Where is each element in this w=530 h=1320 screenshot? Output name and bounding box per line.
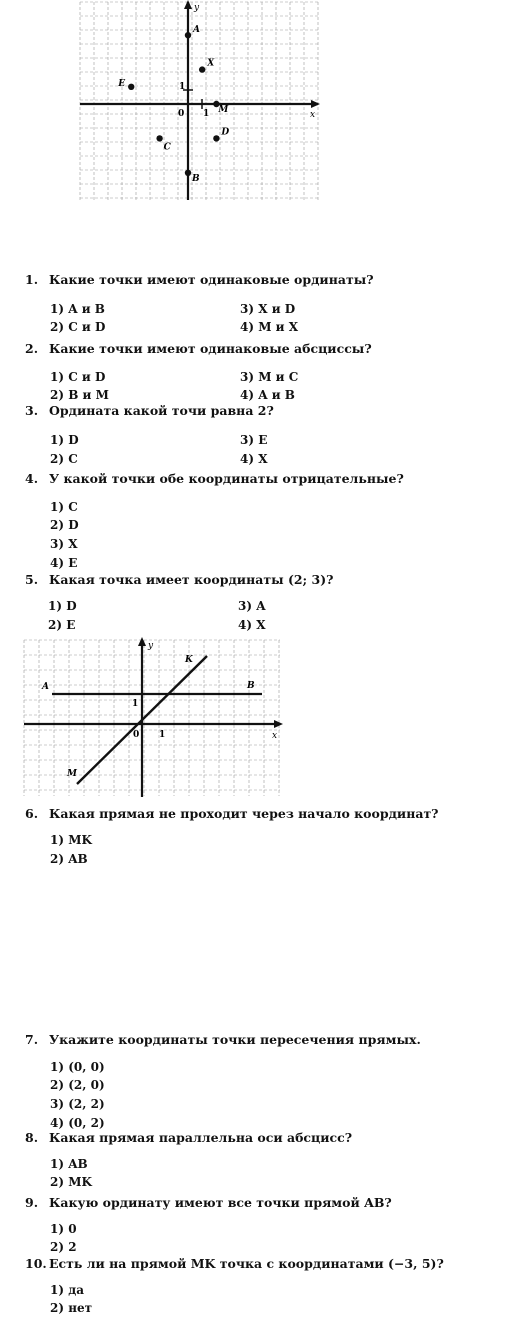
q8-option-1[interactable]: 1) AB (50, 1157, 88, 1171)
question-4: 4. У какой точки обе координаты отрицательные? (25, 471, 404, 486)
q1-option-1[interactable]: 1) A и B (50, 302, 105, 316)
q2-option-4[interactable]: 4) A и B (240, 388, 295, 402)
q3-option-1[interactable]: 1) D (50, 433, 79, 447)
y-axis-arrow (184, 0, 192, 9)
point-c (156, 135, 162, 141)
q8-option-2[interactable]: 2) MK (50, 1175, 92, 1189)
q7-option-4[interactable]: 4) (0, 2) (50, 1116, 105, 1130)
q5-option-1[interactable]: 1) D (48, 599, 77, 613)
q2-option-3[interactable]: 3) M и C (240, 370, 299, 384)
q6-option-1[interactable]: 1) MK (50, 833, 92, 847)
label-b: B (247, 681, 255, 691)
q9-option-2[interactable]: 2) 2 (50, 1240, 77, 1254)
coordinate-plane-points (78, 0, 323, 205)
point-a (185, 32, 191, 38)
q4-option-4[interactable]: 4) E (50, 556, 78, 570)
q9-option-1[interactable]: 1) 0 (50, 1222, 77, 1236)
q7-option-1[interactable]: 1) (0, 0) (50, 1060, 105, 1074)
q1-option-4[interactable]: 4) M и X (240, 320, 299, 334)
label-k: K (185, 655, 193, 665)
label-a: A (42, 682, 49, 692)
point-label-b: B (192, 173, 200, 184)
q4-option-1[interactable]: 1) C (50, 500, 78, 514)
question-6: 6. Какая прямая не проходит через начало координат? (25, 806, 439, 821)
question-10: 10. Есть ли на прямой MK точка с координатами (−3, 5)? (25, 1256, 444, 1271)
q5-option-4[interactable]: 4) X (238, 618, 266, 632)
q2-option-2[interactable]: 2) B и M (50, 388, 109, 402)
origin-label: 0 (133, 730, 140, 740)
x-axis-label: x (310, 110, 316, 120)
q7-option-2[interactable]: 2) (2, 0) (50, 1078, 105, 1092)
point-d (213, 135, 219, 141)
q3-option-2[interactable]: 2) C (50, 452, 78, 466)
unit-label-x: 1 (203, 109, 210, 119)
q1-option-2[interactable]: 2) C и D (50, 320, 106, 334)
point-label-d: D (221, 127, 230, 138)
q4-option-2[interactable]: 2) D (50, 518, 79, 532)
label-m: M (67, 769, 77, 779)
q2-option-1[interactable]: 1) C и D (50, 370, 106, 384)
question-2: 2. Какие точки имеют одинаковые абсциссы? (25, 341, 372, 356)
x-axis-arrow (274, 720, 283, 728)
y-axis-label: y (194, 3, 200, 13)
point-b (185, 170, 191, 176)
origin-label: 0 (178, 109, 185, 119)
question-5: 5. Какая точка имеет координаты (2; 3)? (25, 572, 334, 587)
unit-label-y: 1 (179, 82, 186, 92)
point-label-x: X (207, 58, 215, 69)
question-1: 1. Какие точки имеют одинаковые ординаты? (25, 272, 374, 287)
q10-option-2[interactable]: 2) нет (50, 1301, 93, 1315)
y-axis-label: y (148, 641, 154, 651)
q7-option-3[interactable]: 3) (2, 2) (50, 1097, 105, 1111)
coordinate-plane-lines (22, 634, 287, 799)
unit-label-y: 1 (132, 699, 139, 709)
point-label-c: C (163, 142, 171, 153)
question-8: 8. Какая прямая параллельна оси абсцисс? (25, 1130, 353, 1145)
q5-option-3[interactable]: 3) A (238, 599, 266, 613)
point-e (128, 84, 134, 90)
x-axis-arrow (311, 100, 320, 108)
q4-option-3[interactable]: 3) X (50, 537, 78, 551)
point-label-a: A (193, 25, 200, 36)
point-label-e: E (118, 78, 126, 89)
point-label-m: M (218, 105, 229, 115)
y-axis-arrow (138, 637, 146, 646)
q10-option-1[interactable]: 1) да (50, 1283, 84, 1297)
q3-option-4[interactable]: 4) X (240, 452, 268, 466)
q1-option-3[interactable]: 3) X и D (240, 302, 296, 316)
unit-label-x: 1 (159, 730, 166, 740)
question-3: 3. Ордината какой точи равна 2? (25, 403, 274, 418)
point-x (199, 66, 205, 72)
q3-option-3[interactable]: 3) E (240, 433, 268, 447)
question-9: 9. Какую ординату имеют все точки прямой AB? (25, 1195, 392, 1210)
q5-option-2[interactable]: 2) E (48, 618, 76, 632)
grid (24, 640, 280, 796)
x-axis-label: x (272, 731, 278, 741)
question-7: 7. Укажите координаты точки пересечения прямых. (25, 1032, 421, 1047)
q6-option-2[interactable]: 2) AB (50, 852, 88, 866)
